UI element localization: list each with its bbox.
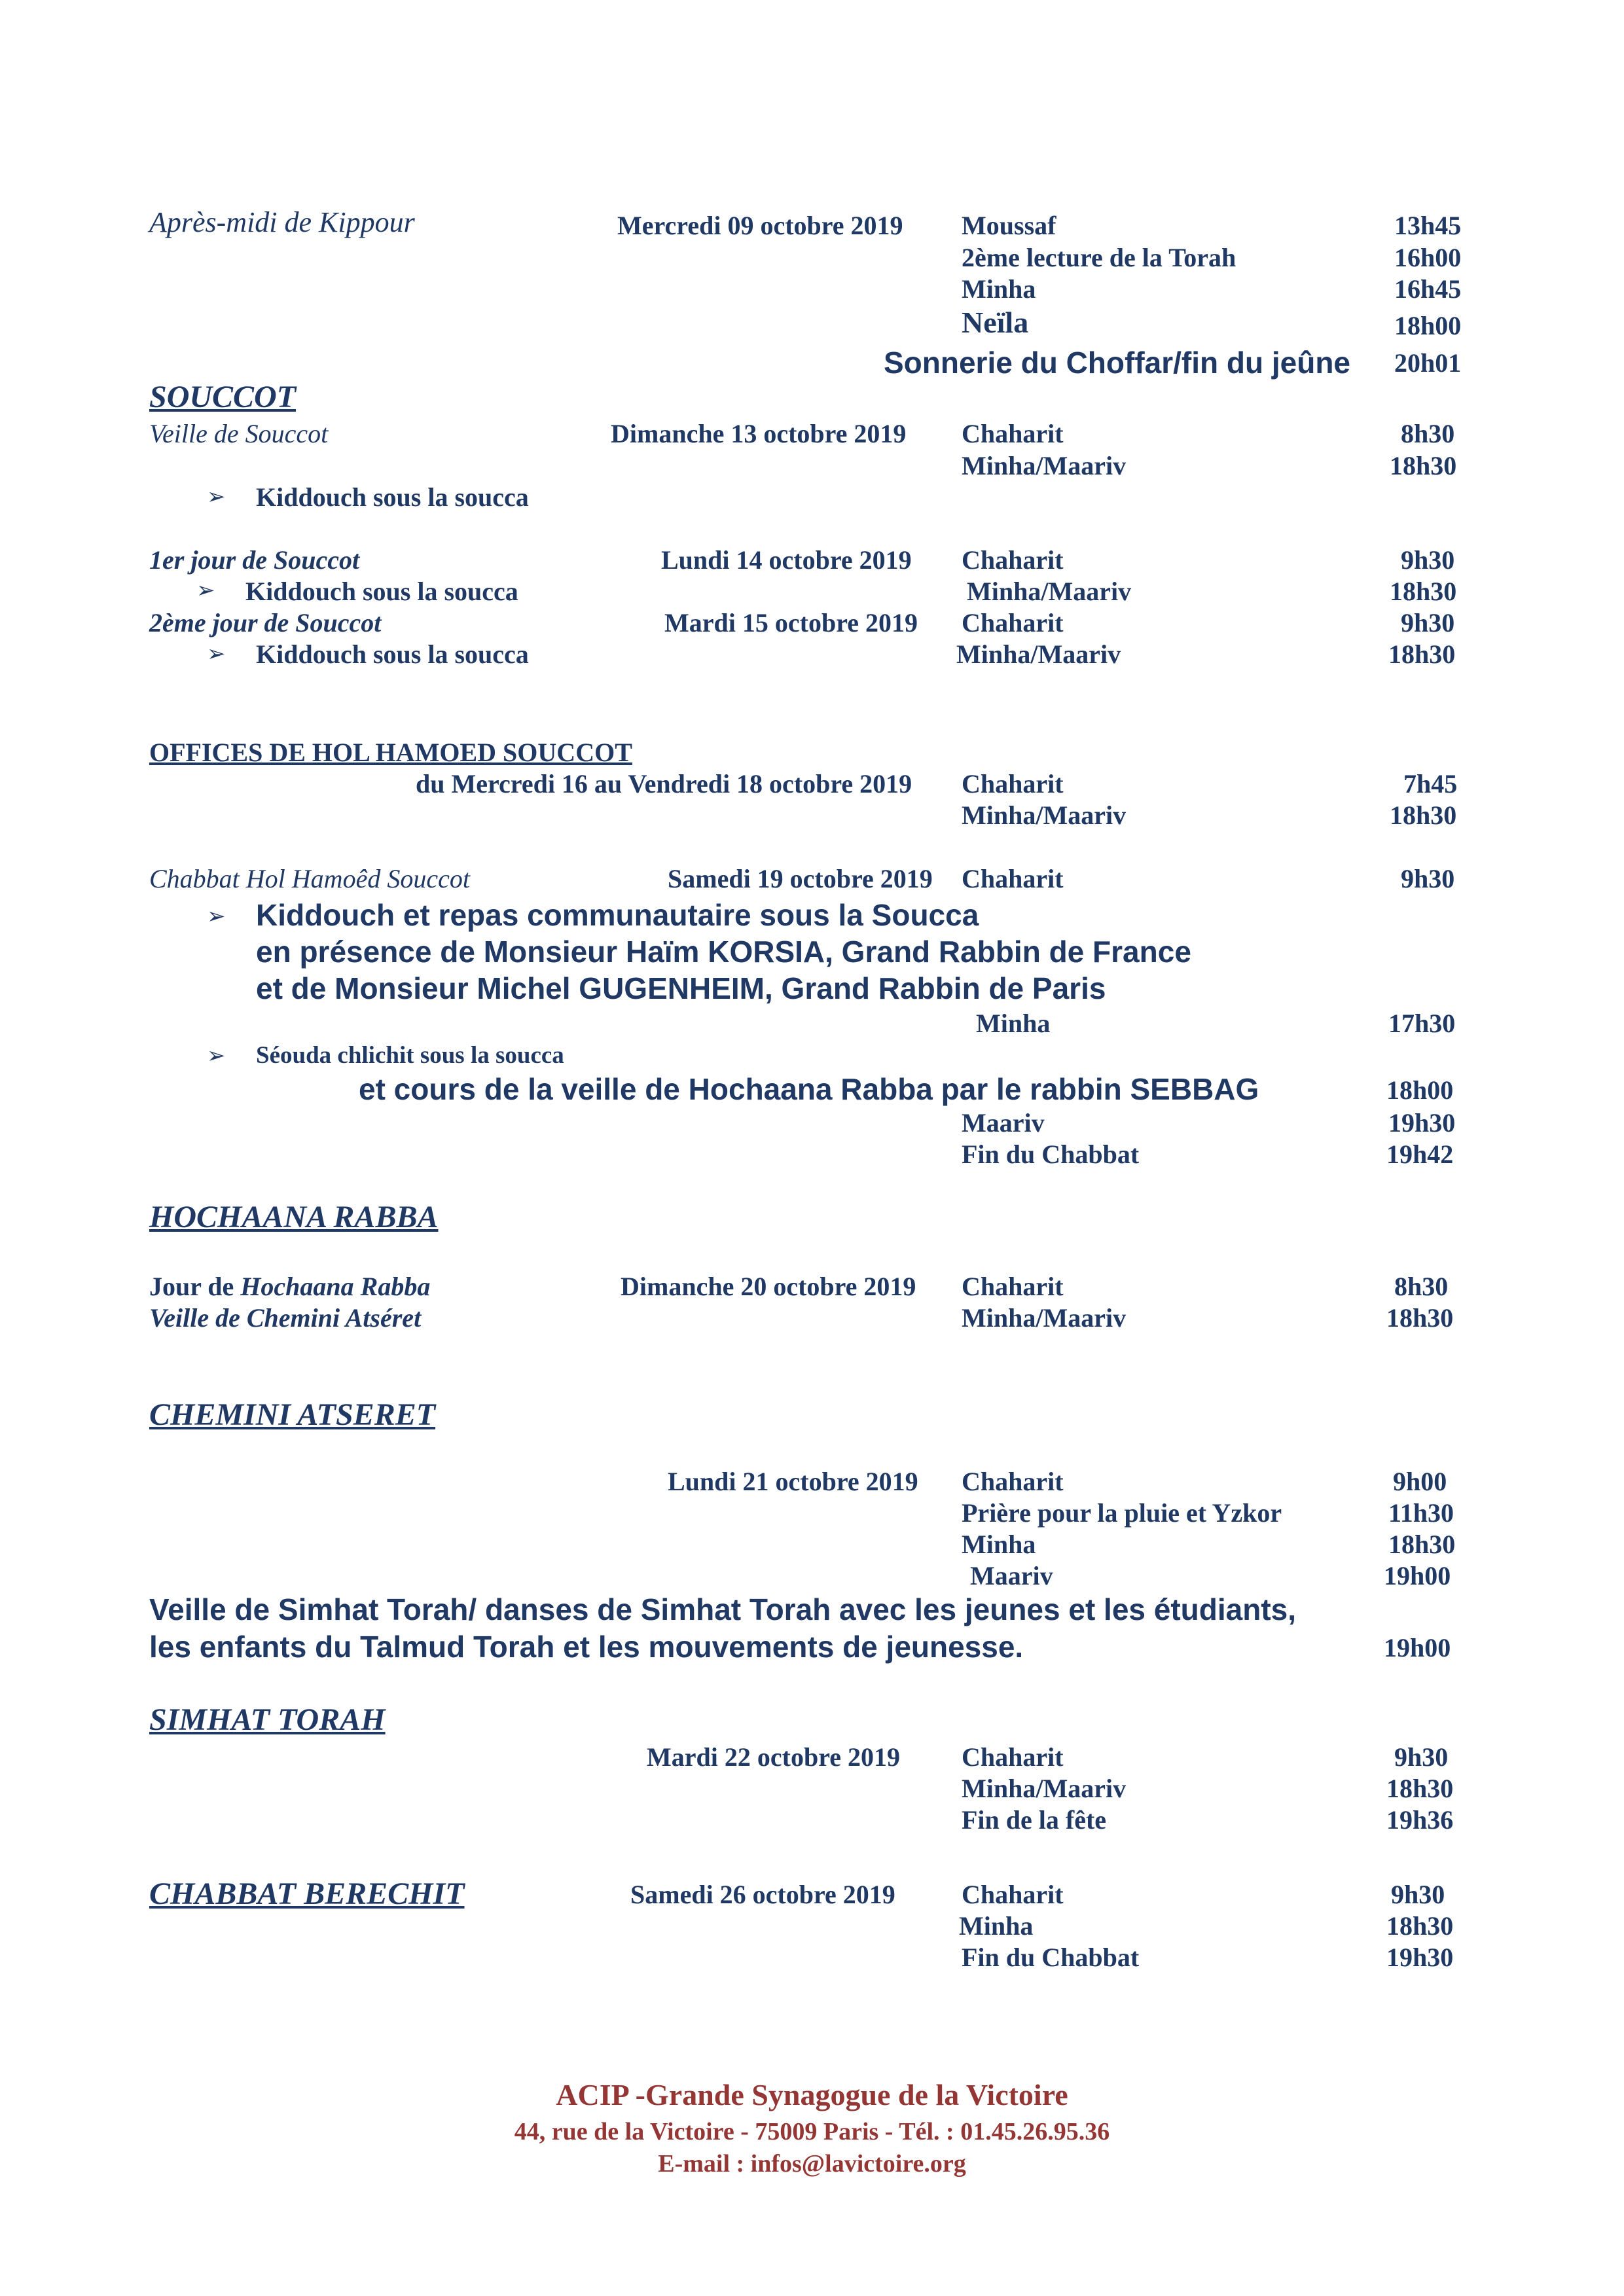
office-time: 18h00 [1386,1075,1454,1105]
office-name: Fin du Chabbat [962,1943,1140,1972]
office-time: 19h36 [1386,1805,1454,1835]
office-name: Fin de la fête [962,1805,1107,1835]
office-name: Fin du Chabbat [962,1139,1140,1169]
event-date: Mardi 22 octobre 2019 [647,1742,900,1772]
cours-note: et cours de la veille de Hochaana Rabba par le rabbin SEBBAG [359,1072,1259,1106]
office-time: 19h30 [1386,1943,1454,1972]
office-time: 18h30 [1388,1530,1456,1559]
veille-simhat-line: Veille de Simhat Torah/ danses de Simhat Torah avec les jeunes et les étudiants, [149,1592,1297,1626]
office-time: 18h30 [1390,451,1457,480]
event-date: Mardi 15 octobre 2019 [664,608,918,637]
office-time: 9h30 [1401,545,1455,575]
office-name: Maariv [962,1108,1045,1138]
office-name: Chaharit [962,864,1064,893]
office-name: Minha [959,1911,1034,1941]
section-heading: SIMHAT TORAH [149,1702,386,1737]
event-label: Veille de Chemini Atséret [149,1303,422,1333]
office-name: Minha [962,1530,1036,1559]
kiddouch-note: Kiddouch sous la soucca [256,639,529,669]
office-time: 8h30 [1394,1272,1449,1301]
footer-org-name: ACIP -Grande Synagogue de la Victoire [556,2078,1068,2111]
kiddouch-line: Kiddouch et repas communautaire sous la Soucca [256,898,979,932]
office-name: Chaharit [962,769,1064,798]
office-name: Minha/Maariv [962,800,1127,830]
office-time: 18h30 [1386,1303,1454,1333]
office-name: Minha [962,274,1036,304]
office-time: 9h30 [1401,608,1455,637]
kiddouch-note: Kiddouch sous la soucca [256,482,529,512]
event-date: du Mercredi 16 au Vendredi 18 octobre 2019 [416,769,912,798]
office-time: 18h30 [1386,1911,1454,1941]
office-name: Chaharit [962,1880,1064,1909]
office-time: 13h45 [1394,211,1462,240]
office-time: 9h00 [1393,1467,1447,1496]
kiddouch-line: et de Monsieur Michel GUGENHEIM, Grand Rabbin de Paris [256,971,1106,1005]
event-label: 2ème jour de Souccot [149,608,382,637]
office-time: 16h45 [1394,274,1462,304]
kippour-date: Mercredi 09 octobre 2019 [617,211,903,240]
footer-email: E-mail : infos@lavictoire.org [658,2150,966,2178]
office-name: Chaharit [962,1742,1064,1772]
event-label: Chabbat Hol Hamoêd Souccot [149,864,470,893]
event-date: Dimanche 13 octobre 2019 [611,419,907,448]
office-time: 9h30 [1391,1880,1445,1909]
arrow-bullet-icon: ➢ [207,641,226,667]
office-time: 19h30 [1388,1108,1456,1138]
seouda-note: Séouda chlichit sous la soucca [256,1042,564,1069]
event-date: Lundi 14 octobre 2019 [661,545,912,575]
office-time: 9h30 [1401,864,1455,893]
arrow-bullet-icon: ➢ [196,577,215,603]
office-time: 20h01 [1394,348,1462,378]
office-name: Chaharit [962,545,1064,575]
section-heading: CHABBAT BERECHIT [149,1876,465,1911]
section-heading: CHEMINI ATSERET [149,1397,436,1432]
office-name: Chaharit [962,608,1064,637]
office-time: 9h30 [1394,1742,1449,1772]
office-time: 7h45 [1403,769,1458,798]
event-label: 1er jour de Souccot [149,545,360,575]
office-name: 2ème lecture de la Torah [962,243,1236,272]
arrow-bullet-icon: ➢ [207,1043,226,1069]
office-name: Maariv [970,1561,1053,1590]
event-label-name: Hochaana Rabba [240,1272,431,1301]
section-heading: HOCHAANA RABBA [149,1200,439,1234]
office-time: 11h30 [1388,1498,1454,1528]
event-date: Samedi 26 octobre 2019 [630,1880,895,1909]
kippour-label: Après-midi de Kippour [149,206,415,238]
office-time: 18h30 [1390,577,1457,606]
office-name: Minha/Maariv [962,1303,1127,1333]
office-name: Minha/Maariv [962,1774,1127,1803]
office-time: 18h30 [1386,1774,1454,1803]
office-name: Minha/Maariv [956,639,1121,669]
office-name: Minha/Maariv [962,451,1127,480]
office-time: 18h00 [1394,311,1462,340]
office-name: Neïla [962,306,1029,339]
event-date: Samedi 19 octobre 2019 [668,864,933,893]
arrow-bullet-icon: ➢ [207,903,226,929]
event-label [149,1274,430,1300]
office-name: Chaharit [962,1467,1064,1496]
event-label-prefix: Jour de [149,1272,241,1301]
office-name: Moussaf [962,211,1056,240]
office-time: 18h30 [1388,639,1456,669]
office-time: 8h30 [1401,419,1455,448]
office-time: 18h30 [1390,800,1457,830]
office-time: 16h00 [1394,243,1462,272]
kiddouch-note: Kiddouch sous la soucca [245,577,518,606]
veille-simhat-line: les enfants du Talmud Torah et les mouvements de jeunesse. [149,1630,1024,1664]
office-name: Chaharit [962,1272,1064,1301]
arrow-bullet-icon: ➢ [207,484,226,510]
office-name: Chaharit [962,419,1064,448]
kiddouch-line: en présence de Monsieur Haïm KORSIA, Grand Rabbin de France [256,935,1191,969]
office-time: 19h00 [1384,1633,1451,1662]
office-time: 19h00 [1384,1561,1451,1590]
event-label: Veille de Souccot [149,419,329,448]
office-time: 19h42 [1386,1139,1454,1169]
office-name: Minha/Maariv [967,577,1132,606]
footer-address: 44, rue de la Victoire - 75009 Paris - Tél. : 01.45.26.95.36 [514,2118,1110,2145]
office-time: 17h30 [1388,1009,1456,1038]
event-date: Lundi 21 octobre 2019 [668,1467,918,1496]
section-heading: OFFICES DE HOL HAMOED SOUCCOT [149,738,632,767]
section-heading: SOUCCOT [149,380,297,414]
event-date: Dimanche 20 octobre 2019 [621,1272,916,1301]
office-name: Sonnerie du Choffar/fin du jeûne [884,346,1350,380]
office-name: Prière pour la pluie et Yzkor [962,1498,1282,1528]
office-name: Minha [976,1009,1051,1038]
